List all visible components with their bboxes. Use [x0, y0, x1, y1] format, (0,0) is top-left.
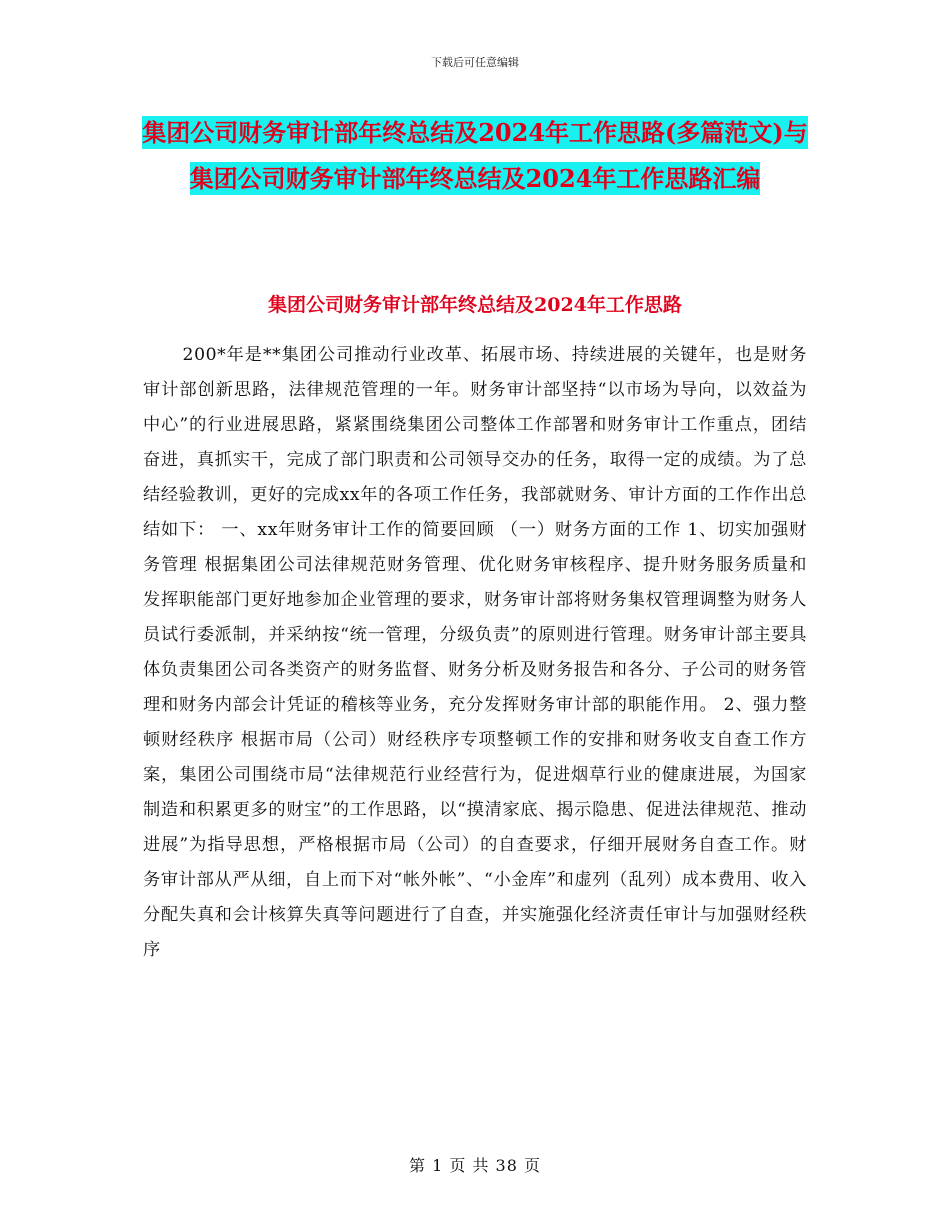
page-footer [0, 1153, 950, 1176]
document-title-text: 集团公司财务审计部年终总结及2024年工作思路(多篇范文)与集团公司财务审计部年终总结及2024年工作思路汇编 [142, 118, 808, 193]
document-title [140, 110, 810, 202]
header-note: 下载后可任意编辑 [431, 56, 519, 69]
body-paragraph: 200*年是**集团公司推动行业改革、拓展市场、持续进展的关键年，也是财务审计部创新思路，法律规范管理的一年。财务审计部坚持“以市场为导向，以效益为中心”的行业进展思路，紧紧围绕集团公司整体工作部署和财务审计工作重点，团结奋进，真抓实干，完成了部门职责和公司领导交办的任务，取得一定的成绩。为了总结经验教训，更好的完成xx年的各项工作任务，我部就财务、审计方面的工作作出总结如下： 一、xx年财务审计工作的简要回顾 （一）财务方面的工作 1、切实加强财务管理 根据集团公司法律规范财务管理、优化财务审核程序、提升财务服务质量和发挥职能部门更好地参加企业管理的要求，财务审计部将财务集权管理调整为财务人员试行委派制，并采纳按“统一管理，分级负责”的原则进行管理。财务审计部主要具体负责集团公司各类资产的财务监督、财务分析及财务报告和各分、子公司的财务管理和财务内部会计凭证的稽核等业务，充分发挥财务审计部的职能作用。 2、强力整顿财经秩序 根据市局（公司）财经秩序专项整顿工作的安排和财务收支自查工作方案，集团公司围绕市局“法律规范行业经营行为，促进烟草行业的健康进展，为国家制造和积累更多的财宝”的工作思路，以“摸清家底、揭示隐患、促进法律规范、推动进展”为指导思想，严格根据市局（公司）的自查要求，仔细开展财务自查工作。财务审计部从严从细，自上而下对“帐外帐”、“小金库”和虚列（乱列）成本费用、收入分配失真和会计核算失真等问题进行了自查，并实施强化经济责任审计与加强财经秩序 [143, 345, 807, 960]
page-number-label: 第 1 页 共 38 页 [409, 1156, 541, 1175]
section-title: 集团公司财务审计部年终总结及2024年工作思路 [268, 294, 682, 316]
